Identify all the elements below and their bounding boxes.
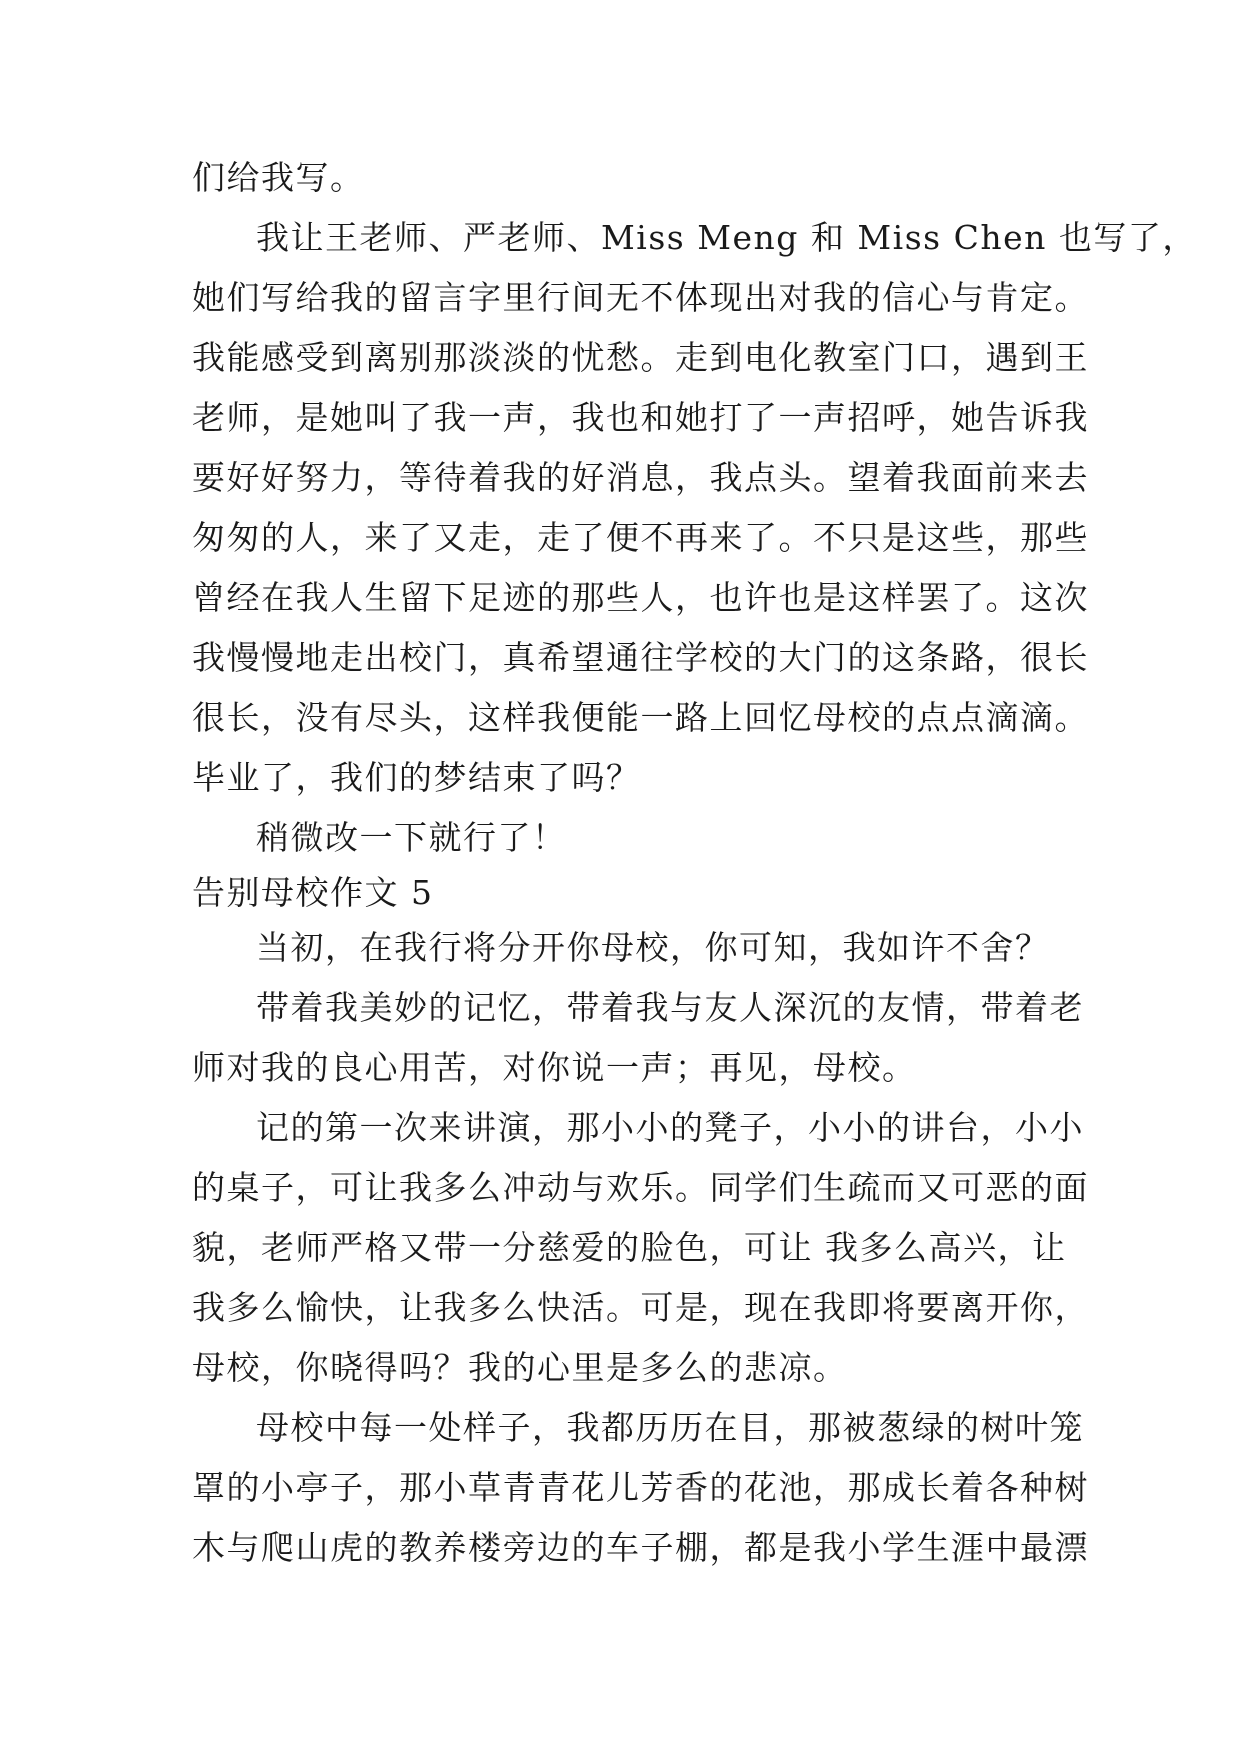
text-line: 匆匆的人，来了又走，走了便不再来了。不只是这些，那些 <box>192 518 1089 557</box>
text-line: 我多么愉快，让我多么快活。可是，现在我即将要离开你， <box>192 1288 1089 1327</box>
section-heading: 告别母校作文 5 <box>192 873 434 912</box>
text-line: 貌，老师严格又带一分慈爱的脸色，可让 我多么高兴，让 <box>192 1228 1067 1267</box>
text-line: 们给我写。 <box>192 158 365 197</box>
text-line: 她们写给我的留言字里行间无不体现出对我的信心与肯定。 <box>192 278 1089 317</box>
text-line: 曾经在我人生留下足迹的那些人，也许也是这样罢了。这次 <box>192 578 1089 617</box>
text-line: 的桌子，可让我多么冲动与欢乐。同学们生疏而又可恶的面 <box>192 1168 1089 1207</box>
text-line: 稍微改一下就行了！ <box>256 818 567 857</box>
text-line: 木与爬山虎的教养楼旁边的车子棚，都是我小学生涯中最漂 <box>192 1528 1089 1567</box>
text-line: 我让王老师、严老师、Miss Meng 和 Miss Chen 也写了， <box>256 218 1197 257</box>
text-line: 很长，没有尽头，这样我便能一路上回忆母校的点点滴滴。 <box>192 698 1089 737</box>
text-line: 师对我的良心用苦，对你说一声；再见，母校。 <box>192 1048 917 1087</box>
text-line: 老师，是她叫了我一声，我也和她打了一声招呼，她告诉我 <box>192 398 1089 437</box>
text-line: 带着我美妙的记忆，带着我与友人深沉的友情，带着老 <box>256 988 1084 1027</box>
text-line: 我能感受到离别那淡淡的忧愁。走到电化教室门口，遇到王 <box>192 338 1089 377</box>
text-line: 要好好努力，等待着我的好消息，我点头。望着我面前来去 <box>192 458 1089 497</box>
text-line: 母校，你晓得吗？我的心里是多么的悲凉。 <box>192 1348 848 1387</box>
text-line: 母校中每一处样子，我都历历在目，那被葱绿的树叶笼 <box>256 1408 1084 1447</box>
text-line: 毕业了，我们的梦结束了吗？ <box>192 758 641 797</box>
text-line: 我慢慢地走出校门，真希望通往学校的大门的这条路，很长 <box>192 638 1089 677</box>
text-line: 当初，在我行将分开你母校，你可知，我如许不舍？ <box>256 928 1050 967</box>
text-line: 记的第一次来讲演，那小小的凳子，小小的讲台，小小 <box>256 1108 1084 1147</box>
text-line: 罩的小亭子，那小草青青花儿芳香的花池，那成长着各种树 <box>192 1468 1089 1507</box>
